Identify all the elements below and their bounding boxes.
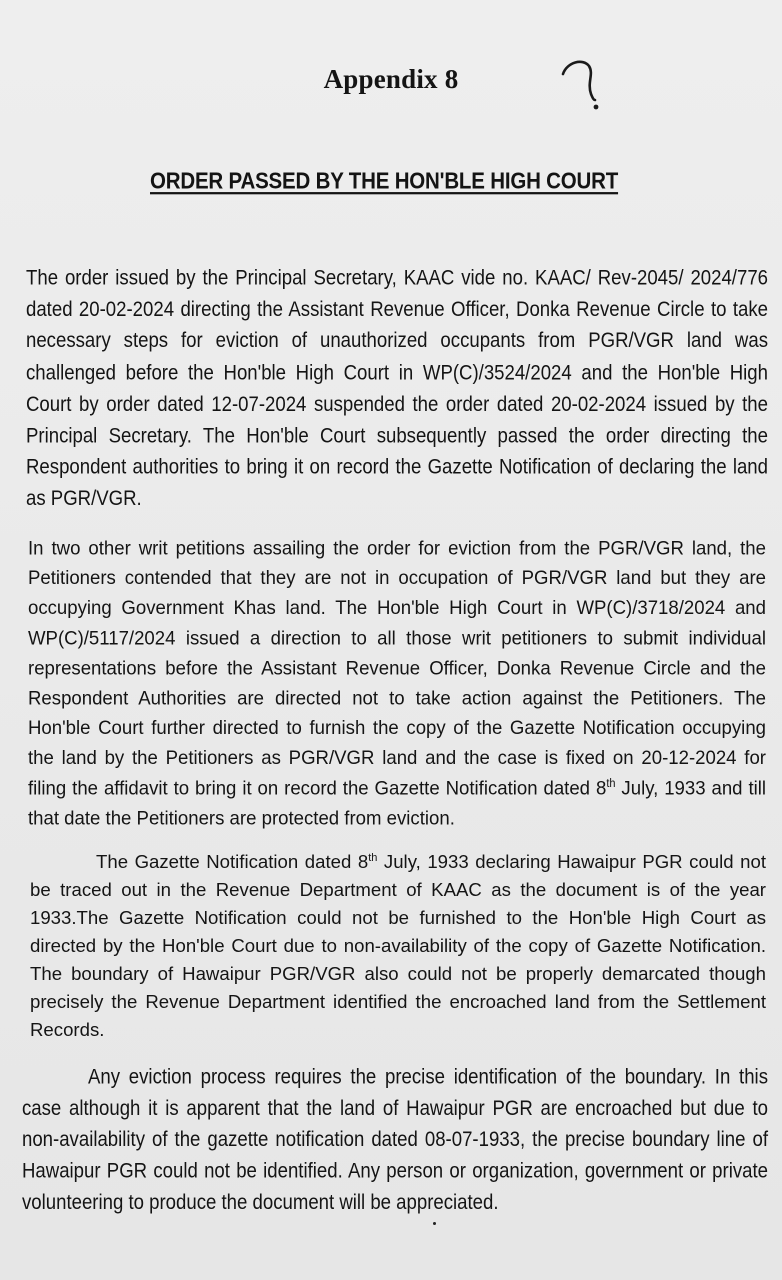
order-heading: ORDER PASSED BY THE HON'BLE HIGH COURT — [150, 168, 619, 195]
paragraph-2 — [28, 533, 766, 833]
paragraph-2-date-suffix: th — [606, 777, 616, 790]
paragraph-2-date-day: 8 — [595, 776, 607, 799]
paragraph-3 — [30, 848, 766, 1044]
paragraph-3-text: July, 1933 declaring Hawaipur PGR could not be traced out in the Revenue Department of KAAC as the document is of the year 1933.The Gazette Notification could not be furnished to the Hon'ble High Court as directed by the Hon'ble Court due to non-availability of the copy of Gazette Notification. The boundary of Hawaipur PGR/VGR also could not be properly demarcated though precisely the Revenue Department identified the encroached land from the Settlement Records. — [30, 851, 766, 1040]
paragraph-4: Any eviction process requires the precise identification of the boundary. In this case although it is apparent that the land of Hawaipur PGR are encroached but due to non-availability of the gazette notification dated 08-07-1933, the precise boundary line of Hawaipur PGR could not be identified. Any person or organization, government or private volunteering to produce the document will be appreciated. — [22, 1064, 768, 1214]
paragraph-1: The order issued by the Principal Secretary, KAAC vide no. KAAC/ Rev-2045/ 2024/776 dated 20-02-2024 directing the Assistant Revenue Officer, Donka Revenue Circle to take necessary steps for eviction of unauthorized occupants from PGR/VGR land was challenged before the Hon'ble High Court in WP(C)/3524/2024 and the Hon'ble High Court by order dated 12-07-2024 suspended the order dated 20-02-2024 issued by the Principal Secretary. The Hon'ble Court subsequently passed the order directing the Respondent authorities to bring it on record the Gazette Notification of declaring the land as PGR/VGR. — [26, 265, 768, 510]
paragraph-2-text: In two other writ petitions assailing the order for eviction from the PGR/VGR land, the Petitioners contended that they are not in occupation of PGR/VGR land but they are occupying Government Khas land. The Hon'ble High Court in WP(C)/3718/2024 and WP(C)/5117/2024 issued a direction to all those writ petitioners to submit individual representations before the Assistant Revenue Officer, Donka Revenue Circle and the Respondent Authorities are directed not to take action against the Petitioners. The Hon'ble Court further directed to furnish the copy of the Gazette Notification occupying the land by the Petitioners as PGR/VGR land and the case is fixed on 20-12-2024 for filing the affidavit to bring it on record the Gazette Notification dated — [28, 536, 766, 799]
handwritten-question-mark — [553, 54, 603, 114]
paragraph-3-before: The Gazette Notification dated 8 — [96, 851, 369, 872]
appendix-title: Appendix 8 — [323, 64, 459, 94]
stray-mark — [433, 1222, 436, 1225]
paragraph-2-after: July, 1933 and till that date the Petitioners are protected from eviction. — [28, 776, 766, 829]
paragraph-3-date-suffix: th — [368, 851, 378, 864]
